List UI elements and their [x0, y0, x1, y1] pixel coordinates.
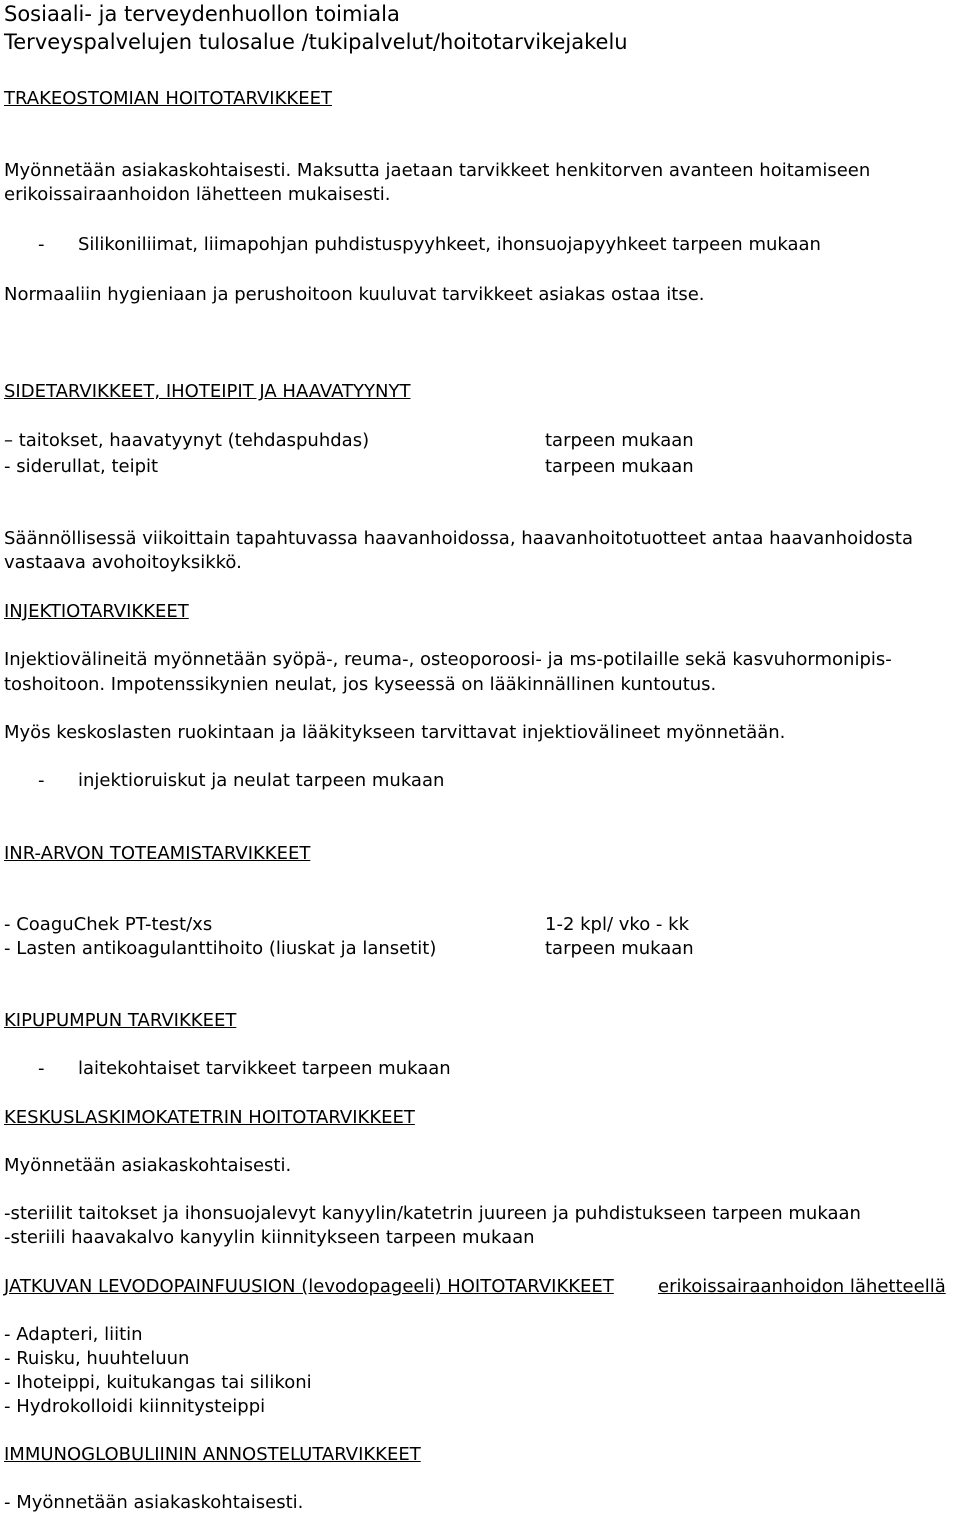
- trakeostomia-note: Normaaliin hygieniaan ja perushoitoon kuuluvat tarvikkeet asiakas ostaa itse.: [4, 284, 705, 305]
- trakeostomia-bullet: Silikoniliimat, liimapohjan puhdistuspyyhkeet, ihonsuojapyyhkeet tarpeen mukaan: [78, 234, 821, 255]
- injektio-text-3: Myös keskoslasten ruokintaan ja lääkitykseen tarvittavat injektiovälineet myönnetään.: [4, 722, 786, 743]
- keskuslaskimo-text-1: Myönnetään asiakaskohtaisesti.: [4, 1155, 292, 1176]
- levodopa-item-2: - Ruisku, huuhteluun: [4, 1348, 190, 1369]
- injektio-bullet-dash: -: [38, 770, 45, 791]
- section-title-keskuslaskimo: KESKUSLASKIMOKATETRIN HOITOTARVIKKEET: [4, 1107, 415, 1128]
- immunoglobuliini-item: - Myönnetään asiakaskohtaisesti.: [4, 1492, 304, 1513]
- inr-row-1-item: - CoaguChek PT-test/xs: [4, 914, 213, 935]
- sidetarvikkeet-row-1-amount: tarpeen mukaan: [545, 430, 694, 451]
- injektio-bullet: injektioruiskut ja neulat tarpeen mukaan: [78, 770, 445, 791]
- inr-row-1-amount: 1-2 kpl/ vko - kk: [545, 914, 689, 935]
- header-line-1: Sosiaali- ja terveydenhuollon toimiala: [4, 2, 400, 26]
- section-title-levodopa: JATKUVAN LEVODOPAINFUUSION (levodopageeli) HOITOTARVIKKEET: [4, 1276, 614, 1297]
- sidetarvikkeet-text-1: Säännöllisessä viikoittain tapahtuvassa haavanhoidossa, haavanhoitotuotteet antaa haavanhoidosta: [4, 528, 913, 549]
- inr-row-2-item: - Lasten antikoagulanttihoito (liuskat ja lansetit): [4, 938, 437, 959]
- injektio-text-1: Injektiovälineitä myönnetään syöpä-, reuma-, osteoporoosi- ja ms-potilaille sekä kasvuhormonipis-: [4, 649, 892, 670]
- section-title-sidetarvikkeet: SIDETARVIKKEET, IHOTEIPIT JA HAAVATYYNYT: [4, 381, 411, 402]
- kipupumppu-bullet: laitekohtaiset tarvikkeet tarpeen mukaan: [78, 1058, 451, 1079]
- section-title-injektio: INJEKTIOTARVIKKEET: [4, 601, 189, 622]
- sidetarvikkeet-row-2-item: - siderullat, teipit: [4, 456, 159, 477]
- trakeostomia-text-2: erikoissairaanhoidon lähetteen mukaisesti.: [4, 184, 391, 205]
- trakeostomia-bullet-dash: -: [38, 234, 45, 255]
- sidetarvikkeet-row-1-item: – taitokset, haavatyynyt (tehdaspuhdas): [4, 430, 370, 451]
- inr-row-2-amount: tarpeen mukaan: [545, 938, 694, 959]
- levodopa-item-4: - Hydrokolloidi kiinnitysteippi: [4, 1396, 266, 1417]
- levodopa-item-3: - Ihoteippi, kuitukangas tai silikoni: [4, 1372, 312, 1393]
- levodopa-title-note: erikoissairaanhoidon lähetteellä: [658, 1276, 946, 1297]
- keskuslaskimo-item-2: -steriili haavakalvo kanyylin kiinnitykseen tarpeen mukaan: [4, 1227, 535, 1248]
- sidetarvikkeet-row-2-amount: tarpeen mukaan: [545, 456, 694, 477]
- sidetarvikkeet-text-2: vastaava avohoitoyksikkö.: [4, 552, 242, 573]
- keskuslaskimo-item-1: -steriilit taitokset ja ihonsuojalevyt kanyylin/katetrin juureen ja puhdistukseen tarpeen mukaan: [4, 1203, 861, 1224]
- levodopa-item-1: - Adapteri, liitin: [4, 1324, 143, 1345]
- kipupumppu-bullet-dash: -: [38, 1058, 45, 1079]
- section-title-inr: INR-ARVON TOTEAMISTARVIKKEET: [4, 843, 311, 864]
- section-title-immunoglobuliini: IMMUNOGLOBULIININ ANNOSTELUTARVIKKEET: [4, 1444, 421, 1465]
- section-title-trakeostomia: TRAKEOSTOMIAN HOITOTARVIKKEET: [4, 88, 332, 109]
- injektio-text-2: toshoitoon. Impotenssikynien neulat, jos kyseessä on lääkinnällinen kuntoutus.: [4, 674, 717, 695]
- section-title-kipupumppu: KIPUPUMPUN TARVIKKEET: [4, 1010, 237, 1031]
- header-line-2: Terveyspalvelujen tulosalue /tukipalvelut/hoitotarvikejakelu: [4, 30, 628, 54]
- trakeostomia-text-1: Myönnetään asiakaskohtaisesti. Maksutta jaetaan tarvikkeet henkitorven avanteen hoitamiseen: [4, 160, 871, 181]
